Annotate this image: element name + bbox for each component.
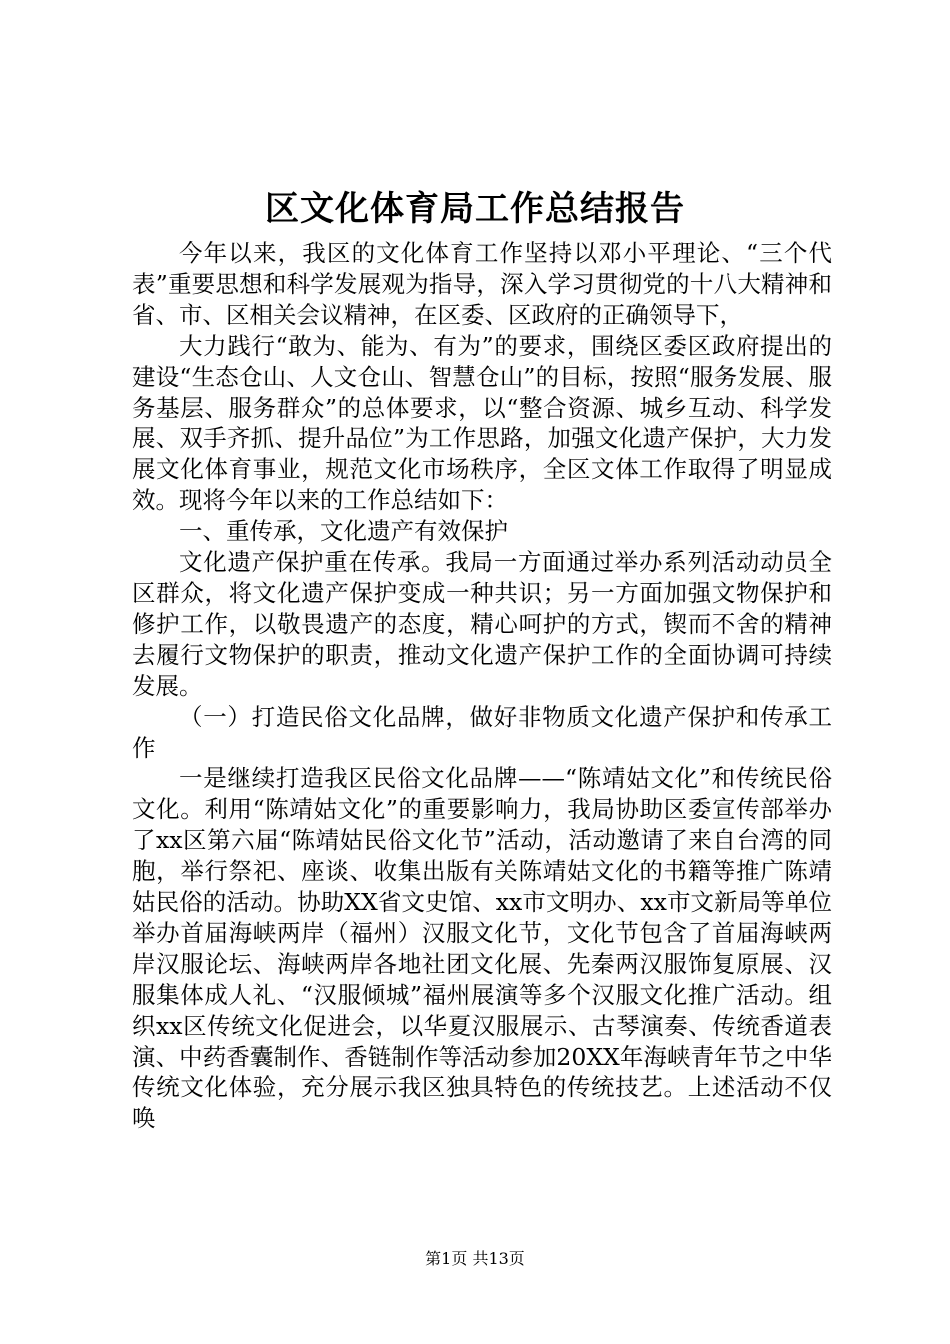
page-footer: 第1页 共13页 <box>425 1249 525 1268</box>
paragraph-summary: 大力践行“敢为、能为、有为”的要求，围绕区委区政府提出的建设“生态仓山、人文仓山、智慧仓山”的目标，按照“服务发展、服务基层、服务群众”的总体要求，以“整合资源、城乡互动、科学发展、双手齐抓、提升品位”为工作思路，加强文化遗产保护，大力发展文化体育事业，规范文化市场秩序，全区文体工作取得了明显成效。现将今年以来的工作总结如下： <box>132 331 832 515</box>
subsection-heading-1: （一）打造民俗文化品牌，做好非物质文化遗产保护和传承工作 <box>132 702 832 762</box>
document-body <box>132 238 832 1134</box>
document-title: 区文化体育局工作总结报告 <box>265 189 685 229</box>
paragraph-heritage: 文化遗产保护重在传承。我局一方面通过举办系列活动动员全区群众，将文化遗产保护变成一种共识；另一方面加强文物保护和修护工作，以敬畏遗产的态度，精心呵护的方式，锲而不舍的精神去履行文物保护的职责，推动文化遗产保护工作的全面协调可持续发展。 <box>132 548 832 700</box>
section-heading-1: 一、重传承，文化遗产有效保护 <box>179 517 508 546</box>
paragraph-folk-culture: 一是继续打造我区民俗文化品牌——“陈靖姑文化”和传统民俗文化。利用“陈靖姑文化”的重要影响力，我局协助区委宣传部举办了xx区第六届“陈靖姑民俗文化节”活动，活动邀请了来自台湾的同胞，举行祭祀、座谈、收集出版有关陈靖姑文化的书籍等推广陈靖姑民俗的活动。协助XX省文史馆、xx市文明办、xx市文新局等单位举办首届海峡两岸（福州）汉服文化节，文化节包含了首届海峡两岸汉服论坛、海峡两岸各地社团文化展、先秦两汉服饰复原展、汉服集体成人礼、“汉服倾城”福州展演等多个汉服文化推广活动。组织xx区传统文化促进会，以华夏汉服展示、古琴演奏、传统香道表演、中药香囊制作、香链制作等活动参加20XX年海峡青年节之中华传统文化体验，充分展示我区独具特色的传统技艺。上述活动不仅唤 <box>132 764 832 1133</box>
paragraph-intro: 今年以来，我区的文化体育工作坚持以邓小平理论、“三个代表”重要思想和科学发展观为指导，深入学习贯彻党的十八大精神和省、市、区相关会议精神，在区委、区政府的正确领导下， <box>132 239 832 329</box>
